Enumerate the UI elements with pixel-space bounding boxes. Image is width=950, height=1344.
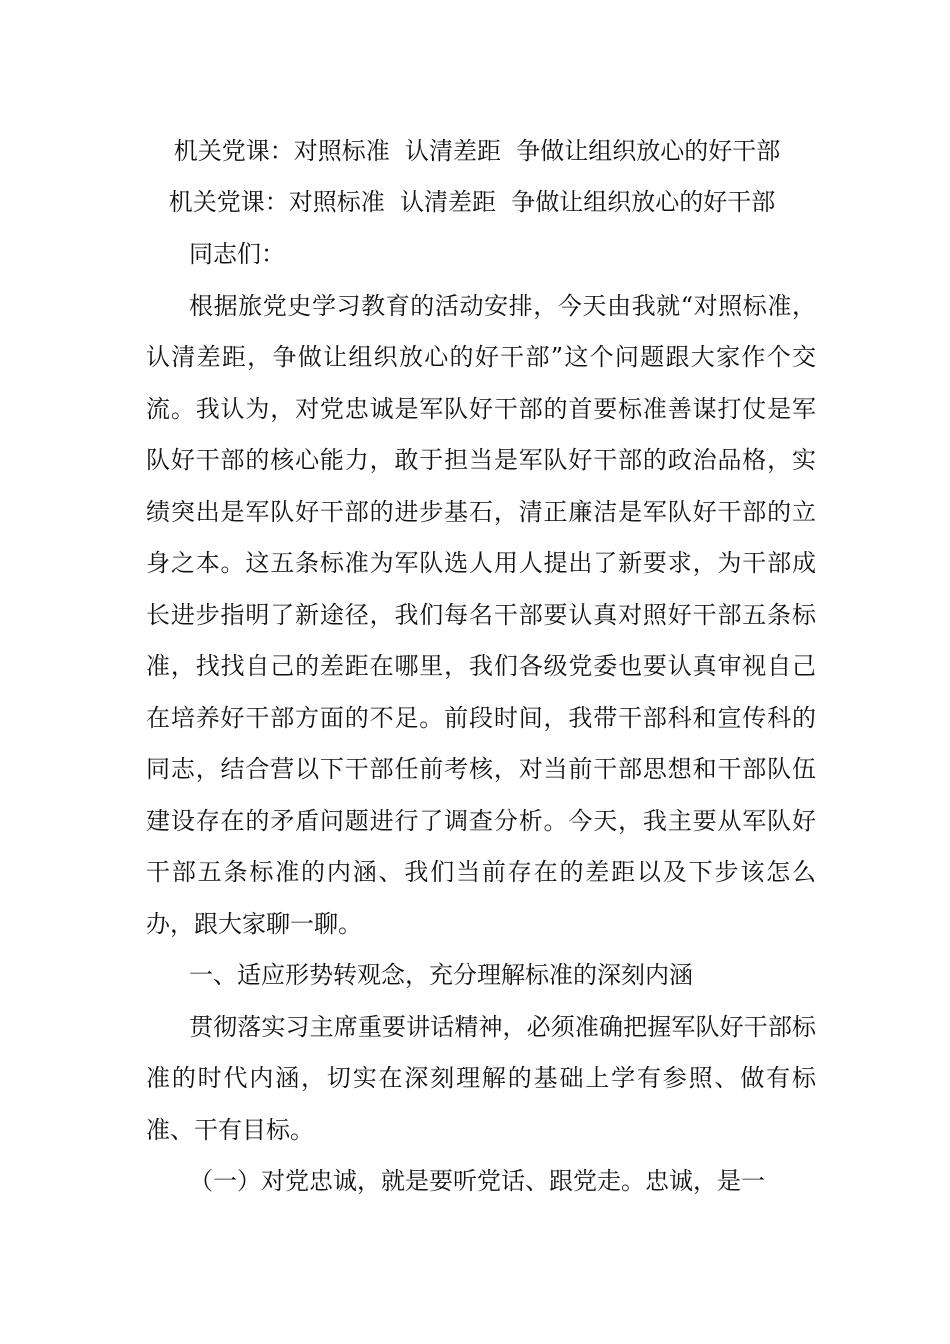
paragraph-subsection-1: （一）对党忠诚，就是要听党话、跟党走。忠诚，是一: [189, 1167, 765, 1195]
document-body: [146, 229, 816, 1208]
paragraph-intro: 根据旅党史学习教育的活动安排，今天由我就“对照标准，认清差距，争做让组织放心的好干部”这个问题跟大家作个交流。我认为，对党忠诚是军队好干部的首要标准善谋打仗是军队好干部的核心能力，敢于担当是军队好干部的政治品格，实绩突出是军队好干部的进步基石，清正廉洁是军队好干部的立身之本。这五条标准为军队选人用人提出了新要求，为干部成长进步指明了新途径，我们每名干部要认真对照好干部五条标准，找找自己的差距在哪里，我们各级党委也要认真审视自己在培养好干部方面的不足。前段时间，我带干部科和宣传科的同志，结合营以下干部任前考核，对当前干部思想和干部队伍建设存在的矛盾问题进行了调查分析。今天，我主要从军队好干部五条标准的内涵、我们当前存在的差距以及下步该怎么办，跟大家聊一聊。: [146, 291, 816, 938]
section-heading-1: 一、适应形势转观念，充分理解标准的深刻内涵: [189, 961, 693, 989]
paragraph-section-1: 贯彻落实习主席重要讲话精神，必须准确把握军队好干部标准的时代内涵，切实在深刻理解的基础上学有参照、做有标准、干有目标。: [146, 1012, 816, 1144]
greeting: 同志们：: [189, 240, 285, 268]
document-title-repeat: 机关党课：对照标准 认清差距 争做让组织放心的好干部: [168, 188, 776, 216]
document-title: 机关党课：对照标准 认清差距 争做让组织放心的好干部: [173, 137, 781, 165]
